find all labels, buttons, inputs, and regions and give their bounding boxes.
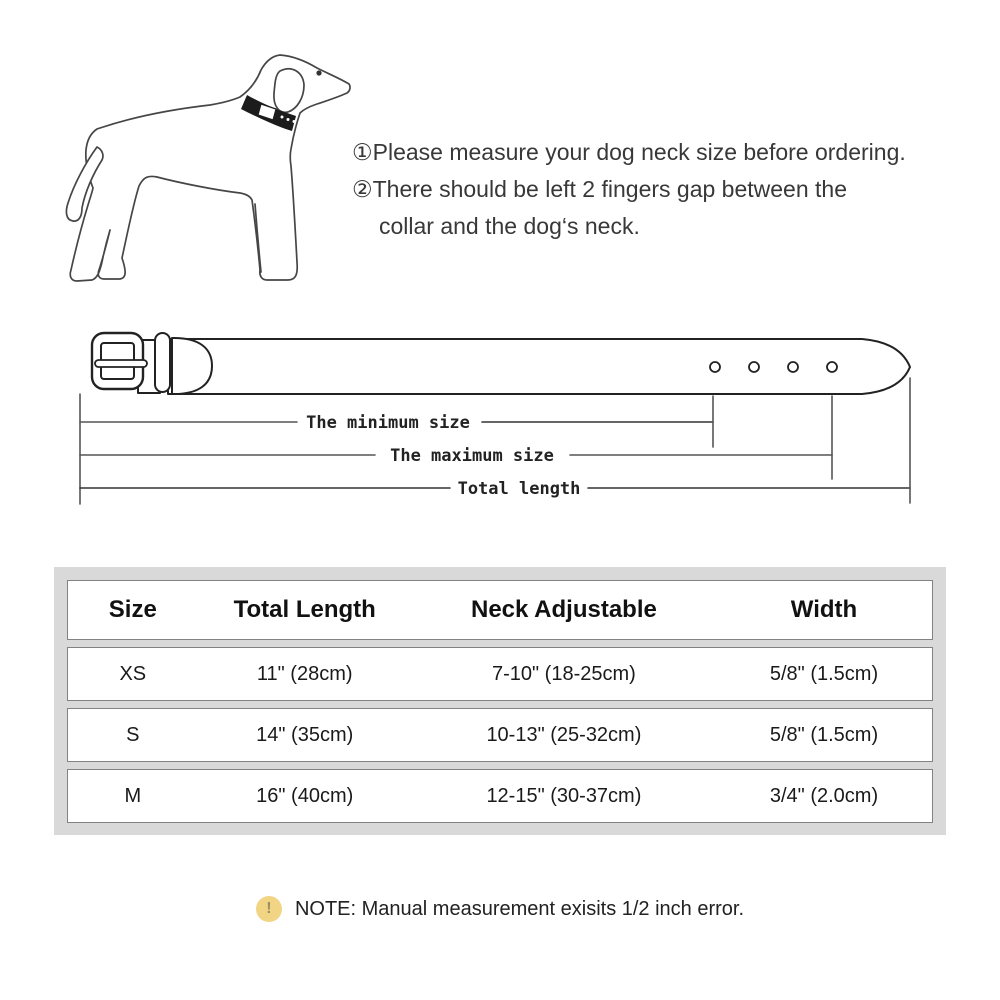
cell-width: 5/8" (1.5cm) <box>769 662 879 685</box>
measurement-note <box>0 896 1000 922</box>
minimum-size-label: The minimum size <box>306 413 470 433</box>
note-text: NOTE: Manual measurement exisits 1/2 inch error. <box>294 897 745 920</box>
cell-size: S <box>126 723 140 746</box>
col-header-neck-adjustable: Neck Adjustable <box>471 596 657 623</box>
collar-buckle-pin <box>95 360 147 367</box>
dog-eye <box>316 70 321 75</box>
collar-keeper-loop <box>155 333 170 392</box>
table-row-xs <box>67 647 933 701</box>
table-row-m <box>67 769 933 823</box>
cell-size: XS <box>119 662 147 685</box>
collar-hole <box>788 362 798 372</box>
col-header-total-length: Total Length <box>233 596 376 623</box>
col-header-size: Size <box>108 596 157 623</box>
collar-hole <box>827 362 837 372</box>
maximum-size-label: The maximum size <box>390 446 554 466</box>
cell-neck-adjustable: 7-10" (18-25cm) <box>492 662 636 685</box>
cell-total-length: 11" (28cm) <box>256 662 353 685</box>
total-length-label: Total length <box>457 479 581 499</box>
cell-total-length: 16" (40cm) <box>256 784 354 807</box>
cell-neck-adjustable: 12-15" (30-37cm) <box>486 784 642 807</box>
size-chart-panel <box>54 567 946 835</box>
cell-total-length: 14" (35cm) <box>256 723 354 746</box>
cell-neck-adjustable: 10-13" (25-32cm) <box>486 723 642 746</box>
instruction-line-1: ①Please measure your dog neck size before ordering. <box>352 139 906 165</box>
instruction-line-2: ②There should be left 2 fingers gap between the <box>352 176 847 202</box>
cell-size: M <box>124 784 142 807</box>
measuring-instructions <box>352 134 952 245</box>
col-header-width: Width <box>790 596 858 623</box>
collar-measurement-diagram <box>55 320 955 515</box>
instruction-line-3: collar and the dog‘s neck. <box>379 213 640 239</box>
table-row-s <box>67 708 933 762</box>
size-chart-header-row <box>67 580 933 640</box>
collar-hole <box>710 362 720 372</box>
exclamation-icon: ! <box>256 896 282 922</box>
dog-body-outline <box>70 55 350 281</box>
cell-width: 3/4" (2.0cm) <box>769 784 879 807</box>
cell-width: 5/8" (1.5cm) <box>769 723 879 746</box>
collar-hole <box>749 362 759 372</box>
dog-illustration <box>60 40 370 290</box>
